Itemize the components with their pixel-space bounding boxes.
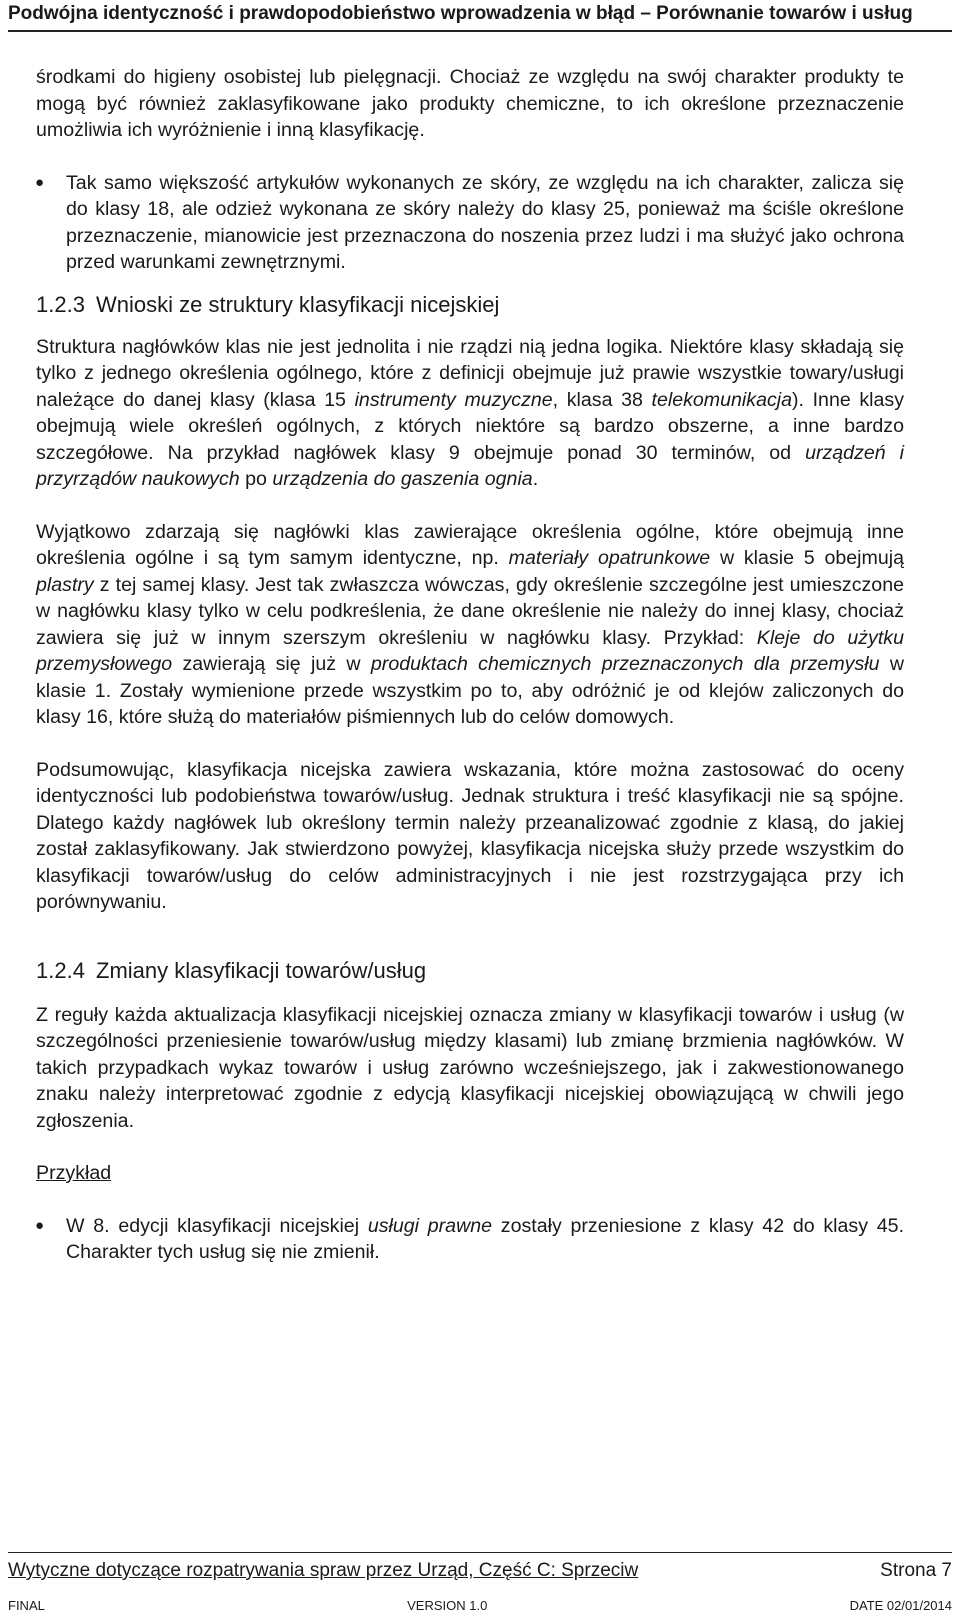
paragraph-summary: Podsumowując, klasyfikacja nicejska zawiera wskazania, które można zastosować do oceny identyczności lub podobieństwa towarów/usług. Jednak struktura i treść klasyfikacji nie są spójne. Dlatego każdy nagłówek lub określony termin należy przeanalizować zgodnie z klasą, do jakiej został zaklasyfikowany. Jak stwierdzono powyżej, klasyfikacja nicejska służy przede wszystkim do klasyfikacji towarów/usług do celów administracyjnych i nie jest rozstrzygająca przy ich porównywaniu. — [36, 758, 904, 913]
section-title: Wnioski ze struktury klasyfikacji nicejskiej — [96, 291, 500, 317]
bullet-text: Tak samo większość artykułów wykonanych ze skóry, ze względu na ich charakter, zalicza się do klasy 18, ale odzież wykonana ze skóry należy do klasy 25, ponieważ ma ściśle określone przeznaczenie, mianowicie jest przeznaczona do noszenia przez ludzi i ma służyć jako ochrona przed warunkami zewnętrznymi. — [66, 171, 904, 273]
section-title: Zmiany klasyfikacji towarów/usług — [96, 957, 427, 983]
paragraph-continuation: środkami do higieny osobistej lub pielęgnacji. Chociaż ze względu na swój charakter produkty te mogą być również zaklasyfikowane jako produkty chemiczne, to ich określone przeznaczenie umożliwia ich wyróżnienie i inną klasyfikację. — [36, 66, 904, 141]
section-number: 1.2.3 — [36, 291, 85, 317]
page-footer — [8, 1552, 952, 1583]
running-header — [8, 0, 952, 32]
meta-status: FINAL — [8, 1598, 45, 1613]
meta-date: DATE 02/01/2014 — [849, 1598, 952, 1613]
footer-document-title: Wytyczne dotyczące rozpatrywania spraw przez Urząd, Część C: Sprzeciw — [8, 1560, 639, 1581]
bullet-text: W 8. edycji klasyfikacji nicejskiej usługi prawne zostały przeniesione z klasy 42 do klasy 45. Charakter tych usług się nie zmienił. — [66, 1214, 905, 1263]
section-number: 1.2.4 — [36, 957, 85, 983]
bullet-icon: ● — [35, 1216, 45, 1234]
paragraph-class-headings: Struktura nagłówków klas nie jest jednolita i nie rządzi nią jedna logika. Niektóre klasy składają się tylko z jednego określenia ogólnego, które z definicji obejmuje już prawie wszystkie towary/usługi należące do danej klasy (klasa 15 instrumenty muzyczne, klasa 38 telekomunikacja). Inne klasy obejmują wiele określeń ogólnych, z których niektóre są bardzo obszerne, a inne bardzo szczegółowe. Na przykład nagłówek klasy 9 obejmuje ponad 30 terminów, od urządzeń i przyrządów naukowych po urządzenia do gaszenia ognia. — [36, 335, 904, 490]
paragraph-classification-changes: Z reguły każda aktualizacja klasyfikacji nicejskiej oznacza zmiany w klasyfikacji towarów i usług (w szczególności przeniesienie towarów/usług między klasami) lub zmianę brzmienia nagłówków. W takich przypadkach wykaz towarów i usług zarówno wcześniejszego, jak i zakwestionowanego znaku należy interpretować zgodnie z edycją klasyfikacji nicejskiej obowiązującą w chwili jego zgłoszenia. — [36, 1003, 904, 1132]
meta-version: VERSION 1.0 — [407, 1598, 488, 1613]
section-heading-1-2-3 — [36, 290, 904, 320]
section-heading-1-2-4 — [36, 956, 904, 986]
example-label: Przykład — [36, 1162, 112, 1184]
header-title: Podwójna identyczność i prawdopodobieństwo wprowadzenia w błąd – Porównanie towarów i usług — [8, 3, 913, 24]
bullet-leather-goods — [36, 170, 904, 276]
document-meta — [8, 1598, 952, 1613]
paragraph-exceptions: Wyjątkowo zdarzają się nagłówki klas zawierające określenia ogólne, które obejmują inne określenia ogólne i są tym samym identyczne, np. materiały opatrunkowe w klasie 5 obejmują plastry z tej samej klasy. Jest tak zwłaszcza wówczas, gdy określenie szczególne jest umieszczone w nagłówku klasy tylko w celu podkreślenia, że dane określenie nie należy do innej klasy, chociaż zawiera się już w innym szerszym określeniu w nagłówku klasy. Przykład: Kleje do użytku przemysłowego zawierają się już w produktach chemicznych przeznaczonych dla przemysłu w klasie 1. Zostały wymienione przede wszystkim po to, aby odróżnić je od klejów zaliczonych do klasy 16, które służą do materiałów piśmiennych lub do celów domowych. — [36, 520, 904, 728]
bullet-icon: ● — [35, 173, 45, 191]
document-body — [36, 64, 904, 1266]
page-number: Strona 7 — [880, 1560, 952, 1581]
bullet-example — [36, 1213, 904, 1266]
